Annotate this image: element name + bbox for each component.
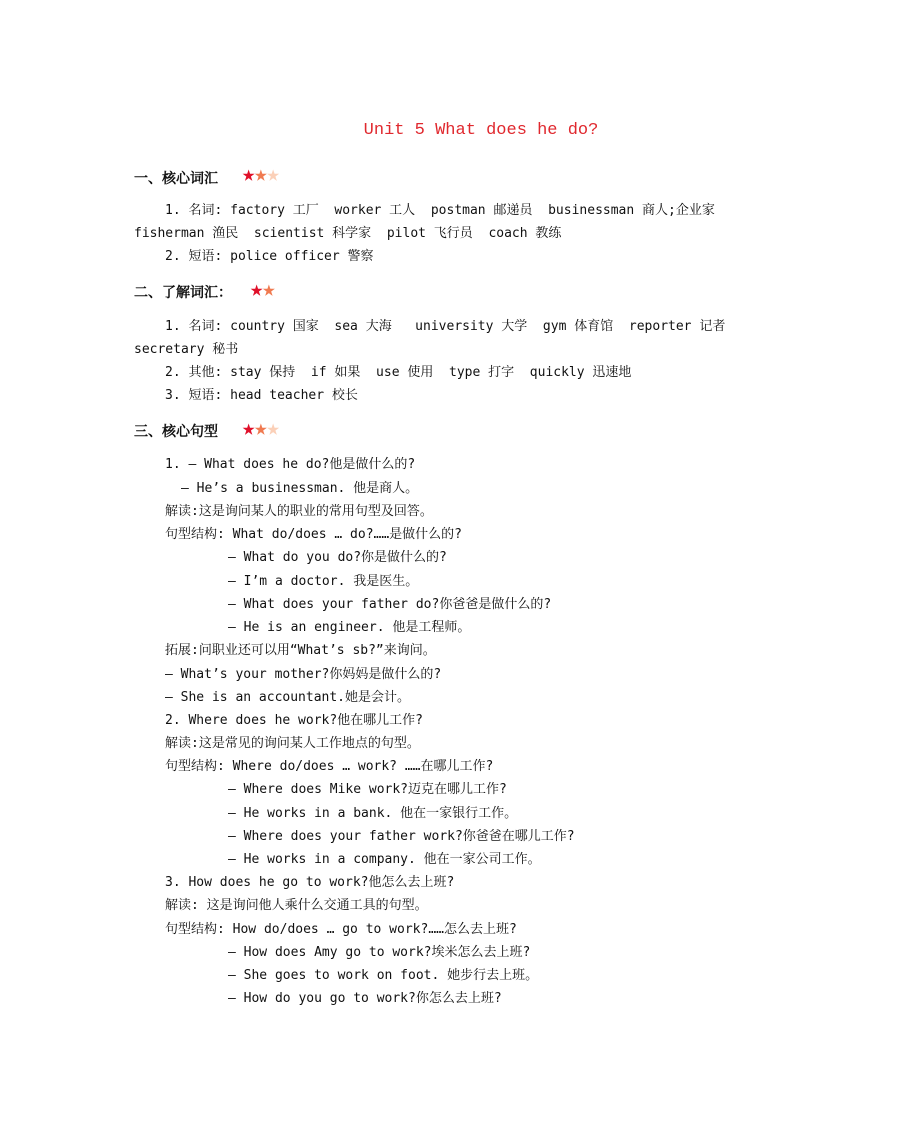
vocab-line: 3. 短语: head teacher 校长	[165, 388, 358, 403]
vocab-line: 1. 名词: country 国家 sea 大海 university 大学 gym 体育馆 reporter 记者	[165, 319, 726, 334]
vocab-line: 2. 短语: police officer 警察	[165, 249, 374, 264]
sentence-line: 句型结构: What do/does … do?……是做什么的?	[165, 527, 463, 542]
rating-stars	[242, 418, 279, 440]
sentence-line: — What’s your mother?你妈妈是做什么的?	[165, 667, 442, 682]
sentence-line: 解读: 这是询问他人乘什么交通工具的句型。	[165, 898, 428, 913]
star-icon: ★	[242, 162, 255, 187]
star-icon: ★	[242, 416, 255, 441]
sentence-line: — Where does Mike work?迈克在哪儿工作?	[228, 782, 507, 797]
star-icon: ★	[250, 277, 263, 302]
star-half-icon: ★	[266, 162, 279, 187]
sentence-line: — How does Amy go to work?埃米怎么去上班?	[228, 945, 531, 960]
vocab-line: fisherman 渔民 scientist 科学家 pilot 飞行员 coach 教练	[134, 226, 562, 241]
sentence-line: 句型结构: Where do/does … work? ……在哪儿工作?	[165, 759, 494, 774]
rating-stars	[250, 279, 275, 301]
sentence-line: — He’s a businessman. 他是商人。	[181, 481, 419, 496]
star-icon: ★	[254, 162, 267, 187]
star-half-icon: ★	[266, 416, 279, 441]
section-heading-extra-vocab: 二、了解词汇：	[134, 285, 232, 301]
section-heading-core-vocab: 一、核心词汇	[134, 171, 218, 187]
sentence-line: — She is an accountant.她是会计。	[165, 690, 411, 705]
vocab-line: secretary 秘书	[134, 342, 239, 357]
sentence-line: — He is an engineer. 他是工程师。	[228, 620, 471, 635]
sentence-line: — How do you go to work?你怎么去上班?	[228, 991, 502, 1006]
vocab-line: 2. 其他: stay 保持 if 如果 use 使用 type 打字 quickly 迅速地	[165, 365, 632, 380]
sentence-line: — He works in a company. 他在一家公司工作。	[228, 852, 541, 867]
sentence-line: — What do you do?你是做什么的?	[228, 550, 447, 565]
sentence-line: — Where does your father work?你爸爸在哪儿工作?	[228, 829, 575, 844]
star-half-icon: ★	[262, 277, 275, 302]
sentence-line: — I’m a doctor. 我是医生。	[228, 574, 419, 589]
vocab-line: 1. 名词: factory 工厂 worker 工人 postman 邮递员 businessman 商人;企业家	[165, 203, 715, 218]
sentence-line: — He works in a bank. 他在一家银行工作。	[228, 806, 518, 821]
sentence-line: — She goes to work on foot. 她步行去上班。	[228, 968, 539, 983]
star-icon: ★	[254, 416, 267, 441]
section-heading-core-sentences: 三、核心句型	[134, 424, 218, 440]
sentence-line: — What does your father do?你爸爸是做什么的?	[228, 597, 552, 612]
sentence-line: 1. — What does he do?他是做什么的?	[165, 457, 416, 472]
sentence-line: 句型结构: How do/does … go to work?……怎么去上班?	[165, 922, 517, 937]
document-title: Unit 5 What does he do?	[363, 121, 599, 140]
sentence-line: 拓展:问职业还可以用“What’s sb?”来询问。	[165, 643, 436, 658]
sentence-line: 解读:这是询问某人的职业的常用句型及回答。	[165, 504, 433, 519]
sentence-line: 2. Where does he work?他在哪儿工作?	[165, 713, 424, 728]
sentence-line: 3. How does he go to work?他怎么去上班?	[165, 875, 455, 890]
rating-stars	[242, 164, 279, 186]
sentence-line: 解读:这是常见的询问某人工作地点的句型。	[165, 736, 420, 751]
